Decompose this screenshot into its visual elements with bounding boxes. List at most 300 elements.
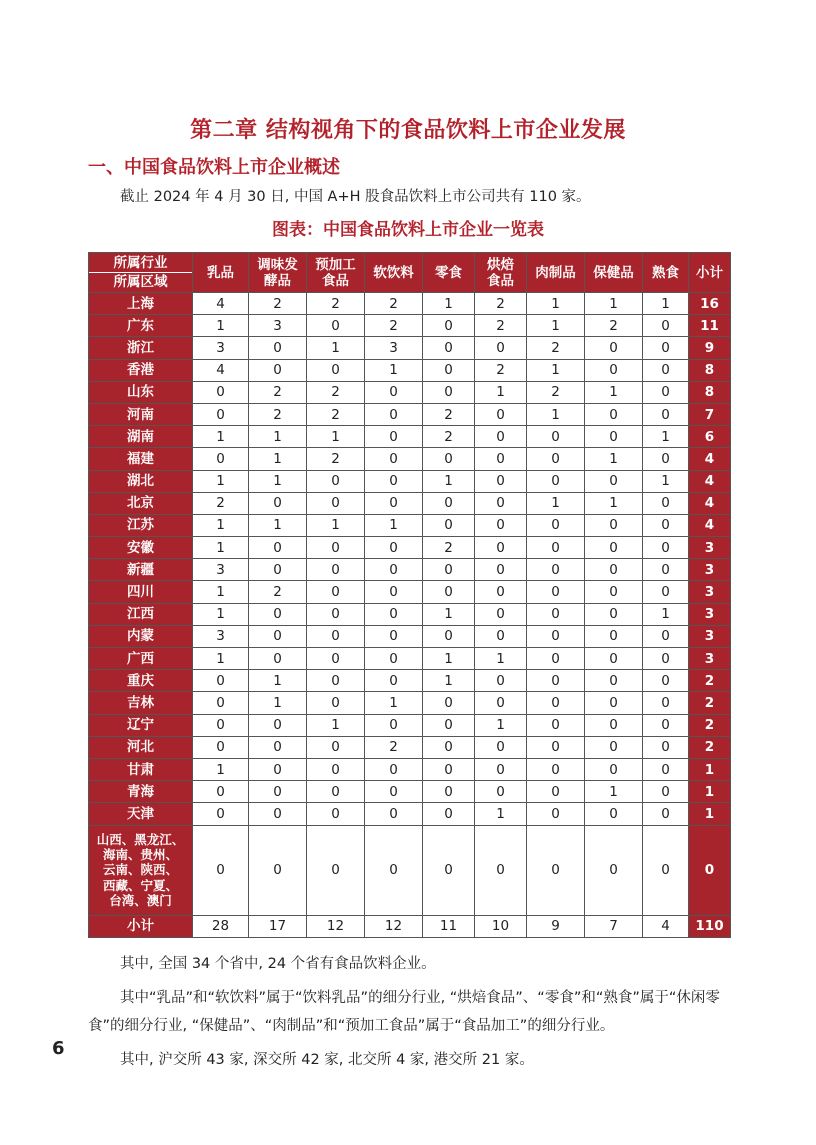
value-cell: 1 — [527, 315, 585, 337]
row-subtotal-cell: 2 — [689, 692, 731, 714]
table-row — [89, 470, 731, 492]
table-row — [89, 714, 731, 736]
value-cell: 3 — [365, 337, 423, 359]
value-cell: 0 — [307, 670, 365, 692]
value-cell: 0 — [527, 803, 585, 825]
column-subtotal-cell: 7 — [585, 915, 643, 937]
row-subtotal-cell: 2 — [689, 670, 731, 692]
value-cell: 2 — [249, 581, 307, 603]
value-cell: 2 — [423, 403, 475, 425]
subtotal-label: 小计 — [89, 915, 193, 937]
value-cell: 1 — [249, 448, 307, 470]
row-subtotal-cell: 0 — [689, 825, 731, 915]
value-cell: 0 — [643, 625, 689, 647]
column-header: 保健品 — [585, 253, 643, 293]
value-cell: 0 — [365, 803, 423, 825]
value-cell: 1 — [585, 293, 643, 315]
region-cell-line: 西藏、宁夏、 — [102, 877, 178, 893]
value-cell: 0 — [527, 603, 585, 625]
value-cell: 0 — [365, 781, 423, 803]
region-cell: 江西 — [89, 603, 193, 625]
value-cell: 1 — [643, 293, 689, 315]
value-cell: 0 — [365, 581, 423, 603]
value-cell: 0 — [643, 492, 689, 514]
value-cell: 0 — [365, 648, 423, 670]
value-cell: 1 — [193, 758, 249, 780]
value-cell: 0 — [585, 337, 643, 359]
value-cell: 0 — [193, 381, 249, 403]
region-cell: 湖南 — [89, 426, 193, 448]
value-cell: 0 — [475, 470, 527, 492]
value-cell: 1 — [365, 514, 423, 536]
region-cell: 江苏 — [89, 514, 193, 536]
region-cell-line: 台湾、澳门 — [109, 892, 172, 908]
value-cell: 1 — [423, 670, 475, 692]
value-cell: 1 — [193, 581, 249, 603]
value-cell: 0 — [249, 758, 307, 780]
value-cell: 0 — [423, 758, 475, 780]
value-cell: 0 — [585, 470, 643, 492]
value-cell: 2 — [249, 403, 307, 425]
value-cell: 1 — [643, 470, 689, 492]
value-cell: 0 — [193, 448, 249, 470]
value-cell: 0 — [365, 448, 423, 470]
note-paragraph-provinces: 其中, 全国 34 个省中, 24 个省有食品饮料企业。 — [120, 956, 436, 972]
value-cell: 0 — [249, 714, 307, 736]
row-subtotal-cell: 9 — [689, 337, 731, 359]
value-cell: 3 — [193, 337, 249, 359]
value-cell: 0 — [527, 692, 585, 714]
value-cell: 0 — [475, 692, 527, 714]
value-cell: 1 — [307, 714, 365, 736]
value-cell: 0 — [475, 426, 527, 448]
value-cell: 0 — [193, 781, 249, 803]
value-cell: 2 — [307, 448, 365, 470]
value-cell: 0 — [423, 381, 475, 403]
listed-companies-table-wrapper — [88, 252, 730, 938]
table-row — [89, 537, 731, 559]
value-cell: 0 — [423, 692, 475, 714]
value-cell: 0 — [643, 514, 689, 536]
region-cell-line: 云南、陕西、 — [102, 862, 178, 878]
value-cell: 0 — [585, 803, 643, 825]
region-cell-line: 山西、黑龙江、 — [96, 831, 185, 847]
table-row — [89, 648, 731, 670]
value-cell: 0 — [365, 559, 423, 581]
corner-industry-label: 所属行业 — [89, 254, 192, 273]
value-cell: 0 — [423, 736, 475, 758]
value-cell: 0 — [365, 603, 423, 625]
table-title: 图表：中国食品饮料上市企业一览表 — [272, 220, 544, 240]
value-cell: 0 — [527, 714, 585, 736]
subtotal-row — [89, 915, 731, 937]
value-cell: 0 — [423, 781, 475, 803]
value-cell: 1 — [527, 293, 585, 315]
region-cell: 上海 — [89, 293, 193, 315]
column-header-text: 调味发酵品 — [257, 256, 298, 289]
column-header — [475, 253, 527, 293]
column-subtotal-cell: 11 — [423, 915, 475, 937]
value-cell: 1 — [643, 426, 689, 448]
value-cell: 0 — [307, 825, 365, 915]
value-cell: 0 — [249, 648, 307, 670]
value-cell: 0 — [585, 359, 643, 381]
region-cell: 重庆 — [89, 670, 193, 692]
value-cell: 0 — [307, 537, 365, 559]
value-cell: 0 — [643, 537, 689, 559]
value-cell: 0 — [527, 758, 585, 780]
value-cell: 0 — [307, 736, 365, 758]
value-cell: 0 — [585, 559, 643, 581]
value-cell: 0 — [643, 692, 689, 714]
value-cell: 0 — [249, 781, 307, 803]
value-cell: 2 — [249, 381, 307, 403]
value-cell: 0 — [585, 758, 643, 780]
value-cell: 4 — [193, 359, 249, 381]
value-cell: 1 — [475, 648, 527, 670]
value-cell: 0 — [643, 337, 689, 359]
row-subtotal-cell: 4 — [689, 514, 731, 536]
value-cell: 0 — [643, 648, 689, 670]
table-row — [89, 736, 731, 758]
table-row — [89, 337, 731, 359]
row-subtotal-cell: 3 — [689, 648, 731, 670]
row-subtotal-cell: 3 — [689, 581, 731, 603]
table-row — [89, 803, 731, 825]
table-row — [89, 692, 731, 714]
value-cell: 1 — [527, 492, 585, 514]
value-cell: 0 — [475, 781, 527, 803]
value-cell: 1 — [423, 648, 475, 670]
value-cell: 0 — [475, 403, 527, 425]
row-subtotal-cell: 16 — [689, 293, 731, 315]
table-row — [89, 781, 731, 803]
region-cell: 甘肃 — [89, 758, 193, 780]
row-subtotal-cell: 8 — [689, 381, 731, 403]
value-cell: 0 — [527, 537, 585, 559]
value-cell: 0 — [365, 670, 423, 692]
value-cell: 0 — [475, 625, 527, 647]
value-cell: 1 — [193, 470, 249, 492]
value-cell: 0 — [307, 648, 365, 670]
value-cell: 0 — [475, 514, 527, 536]
region-cell: 湖北 — [89, 470, 193, 492]
value-cell: 0 — [249, 492, 307, 514]
value-cell: 1 — [193, 426, 249, 448]
value-cell: 0 — [527, 426, 585, 448]
value-cell: 2 — [307, 381, 365, 403]
value-cell: 1 — [249, 670, 307, 692]
row-subtotal-cell: 3 — [689, 625, 731, 647]
table-row — [89, 581, 731, 603]
value-cell: 3 — [193, 559, 249, 581]
value-cell: 0 — [475, 736, 527, 758]
value-cell: 0 — [249, 736, 307, 758]
region-cell: 香港 — [89, 359, 193, 381]
value-cell: 0 — [643, 315, 689, 337]
value-cell: 0 — [307, 781, 365, 803]
page-number: 6 — [52, 1038, 65, 1059]
value-cell: 2 — [365, 736, 423, 758]
row-subtotal-cell: 11 — [689, 315, 731, 337]
value-cell: 0 — [643, 758, 689, 780]
column-subtotal-cell: 12 — [307, 915, 365, 937]
value-cell: 2 — [475, 359, 527, 381]
value-cell: 0 — [365, 714, 423, 736]
row-subtotal-cell: 1 — [689, 758, 731, 780]
value-cell: 1 — [249, 426, 307, 448]
value-cell: 0 — [643, 448, 689, 470]
value-cell: 0 — [365, 537, 423, 559]
section-heading: 一、中国食品饮料上市企业概述 — [88, 157, 340, 178]
value-cell: 0 — [527, 825, 585, 915]
region-cell: 四川 — [89, 581, 193, 603]
table-row — [89, 359, 731, 381]
row-subtotal-cell: 4 — [689, 448, 731, 470]
value-cell: 0 — [527, 670, 585, 692]
region-cell: 天津 — [89, 803, 193, 825]
column-header-subtotal: 小计 — [689, 253, 731, 293]
value-cell: 0 — [585, 625, 643, 647]
value-cell: 0 — [365, 825, 423, 915]
value-cell: 0 — [423, 315, 475, 337]
value-cell: 1 — [423, 470, 475, 492]
value-cell: 0 — [643, 670, 689, 692]
value-cell: 0 — [423, 625, 475, 647]
value-cell: 0 — [475, 825, 527, 915]
value-cell: 0 — [643, 559, 689, 581]
value-cell: 1 — [307, 514, 365, 536]
region-cell: 北京 — [89, 492, 193, 514]
value-cell: 0 — [585, 648, 643, 670]
value-cell: 0 — [365, 403, 423, 425]
value-cell: 1 — [193, 537, 249, 559]
value-cell: 0 — [475, 758, 527, 780]
value-cell: 0 — [585, 736, 643, 758]
value-cell: 1 — [249, 514, 307, 536]
value-cell: 0 — [527, 625, 585, 647]
value-cell: 0 — [585, 581, 643, 603]
value-cell: 1 — [527, 359, 585, 381]
value-cell: 0 — [307, 603, 365, 625]
table-row — [89, 315, 731, 337]
region-cell: 青海 — [89, 781, 193, 803]
value-cell: 0 — [475, 337, 527, 359]
region-cell: 吉林 — [89, 692, 193, 714]
row-subtotal-cell: 4 — [689, 470, 731, 492]
region-cell: 河北 — [89, 736, 193, 758]
value-cell: 0 — [585, 670, 643, 692]
value-cell: 0 — [365, 758, 423, 780]
value-cell: 0 — [475, 581, 527, 603]
column-header — [249, 253, 307, 293]
region-cell: 福建 — [89, 448, 193, 470]
value-cell: 0 — [527, 781, 585, 803]
table-row — [89, 670, 731, 692]
corner-region-label: 所属区域 — [113, 274, 168, 290]
value-cell: 0 — [365, 381, 423, 403]
value-cell: 0 — [249, 603, 307, 625]
row-subtotal-cell: 3 — [689, 537, 731, 559]
column-header: 肉制品 — [527, 253, 585, 293]
row-subtotal-cell: 7 — [689, 403, 731, 425]
row-subtotal-cell: 4 — [689, 492, 731, 514]
row-subtotal-cell: 1 — [689, 803, 731, 825]
value-cell: 0 — [423, 448, 475, 470]
region-cell: 辽宁 — [89, 714, 193, 736]
chapter-title: 第二章 结构视角下的食品饮料上市企业发展 — [190, 118, 626, 143]
value-cell: 0 — [585, 426, 643, 448]
value-cell: 0 — [643, 781, 689, 803]
value-cell: 0 — [307, 492, 365, 514]
value-cell: 0 — [249, 359, 307, 381]
value-cell: 1 — [475, 803, 527, 825]
value-cell: 2 — [193, 492, 249, 514]
value-cell: 1 — [307, 337, 365, 359]
value-cell: 0 — [249, 337, 307, 359]
value-cell: 0 — [193, 403, 249, 425]
table-row — [89, 448, 731, 470]
header-corner — [89, 253, 193, 293]
value-cell: 1 — [193, 315, 249, 337]
row-subtotal-cell: 1 — [689, 781, 731, 803]
value-cell: 0 — [423, 825, 475, 915]
value-cell: 1 — [585, 781, 643, 803]
value-cell: 0 — [249, 625, 307, 647]
value-cell: 0 — [585, 514, 643, 536]
region-cell: 广西 — [89, 648, 193, 670]
value-cell: 1 — [475, 714, 527, 736]
value-cell: 0 — [643, 403, 689, 425]
region-cell — [89, 825, 193, 915]
region-cell: 内蒙 — [89, 625, 193, 647]
value-cell: 0 — [249, 825, 307, 915]
value-cell: 0 — [643, 714, 689, 736]
table-row — [89, 293, 731, 315]
region-cell: 浙江 — [89, 337, 193, 359]
value-cell: 0 — [423, 492, 475, 514]
row-subtotal-cell: 8 — [689, 359, 731, 381]
value-cell: 0 — [307, 758, 365, 780]
value-cell: 1 — [527, 403, 585, 425]
value-cell: 2 — [249, 293, 307, 315]
intro-text: 截止 2024 年 4 月 30 日, 中国 A+H 股食品饮料上市公司共有 110 家。 — [120, 189, 591, 205]
value-cell: 0 — [365, 492, 423, 514]
value-cell: 1 — [193, 603, 249, 625]
value-cell: 0 — [423, 803, 475, 825]
value-cell: 0 — [423, 337, 475, 359]
value-cell: 0 — [249, 803, 307, 825]
value-cell: 0 — [643, 825, 689, 915]
table-row — [89, 559, 731, 581]
value-cell: 0 — [365, 426, 423, 448]
value-cell: 2 — [527, 337, 585, 359]
table-row — [89, 514, 731, 536]
value-cell: 2 — [423, 426, 475, 448]
value-cell: 0 — [585, 603, 643, 625]
value-cell: 0 — [475, 670, 527, 692]
column-header: 零食 — [423, 253, 475, 293]
value-cell: 1 — [585, 448, 643, 470]
value-cell: 0 — [307, 803, 365, 825]
value-cell: 0 — [307, 315, 365, 337]
column-subtotal-cell: 4 — [643, 915, 689, 937]
column-subtotal-cell: 17 — [249, 915, 307, 937]
value-cell: 1 — [249, 470, 307, 492]
value-cell: 2 — [307, 293, 365, 315]
value-cell: 0 — [193, 670, 249, 692]
value-cell: 0 — [423, 514, 475, 536]
value-cell: 1 — [193, 514, 249, 536]
grand-total-cell: 110 — [689, 915, 731, 937]
column-header: 软饮料 — [365, 253, 423, 293]
value-cell: 1 — [423, 603, 475, 625]
region-cell: 广东 — [89, 315, 193, 337]
value-cell: 0 — [365, 470, 423, 492]
value-cell: 0 — [527, 559, 585, 581]
value-cell: 2 — [475, 293, 527, 315]
value-cell: 0 — [643, 736, 689, 758]
column-subtotal-cell: 9 — [527, 915, 585, 937]
column-header: 乳品 — [193, 253, 249, 293]
column-header-text: 烘焙食品 — [487, 256, 514, 289]
region-cell: 山东 — [89, 381, 193, 403]
value-cell: 0 — [643, 381, 689, 403]
value-cell: 0 — [643, 359, 689, 381]
value-cell: 0 — [193, 692, 249, 714]
table-row — [89, 758, 731, 780]
value-cell: 0 — [527, 514, 585, 536]
table-row — [89, 381, 731, 403]
table-row — [89, 426, 731, 448]
value-cell: 0 — [475, 537, 527, 559]
value-cell: 1 — [643, 603, 689, 625]
value-cell: 0 — [307, 559, 365, 581]
value-cell: 0 — [423, 359, 475, 381]
table-body — [89, 293, 731, 938]
column-subtotal-cell: 10 — [475, 915, 527, 937]
value-cell: 2 — [527, 381, 585, 403]
region-cell: 安徽 — [89, 537, 193, 559]
value-cell: 0 — [249, 537, 307, 559]
value-cell: 0 — [249, 559, 307, 581]
value-cell: 1 — [423, 293, 475, 315]
value-cell: 0 — [423, 559, 475, 581]
value-cell: 0 — [423, 714, 475, 736]
value-cell: 0 — [307, 359, 365, 381]
column-header — [307, 253, 365, 293]
value-cell: 0 — [475, 603, 527, 625]
value-cell: 0 — [585, 825, 643, 915]
table-row — [89, 492, 731, 514]
value-cell: 1 — [585, 492, 643, 514]
region-cell: 新疆 — [89, 559, 193, 581]
note-paragraph-exchanges: 其中, 沪交所 43 家, 深交所 42 家, 北交所 4 家, 港交所 21 家。 — [120, 1052, 534, 1068]
value-cell: 0 — [585, 714, 643, 736]
value-cell: 0 — [365, 625, 423, 647]
value-cell: 0 — [307, 581, 365, 603]
value-cell: 0 — [307, 470, 365, 492]
value-cell: 1 — [585, 381, 643, 403]
column-subtotal-cell: 28 — [193, 915, 249, 937]
value-cell: 2 — [585, 315, 643, 337]
region-cell: 河南 — [89, 403, 193, 425]
value-cell: 0 — [475, 559, 527, 581]
value-cell: 0 — [423, 581, 475, 603]
value-cell: 0 — [527, 736, 585, 758]
row-subtotal-cell: 2 — [689, 714, 731, 736]
value-cell: 2 — [307, 403, 365, 425]
